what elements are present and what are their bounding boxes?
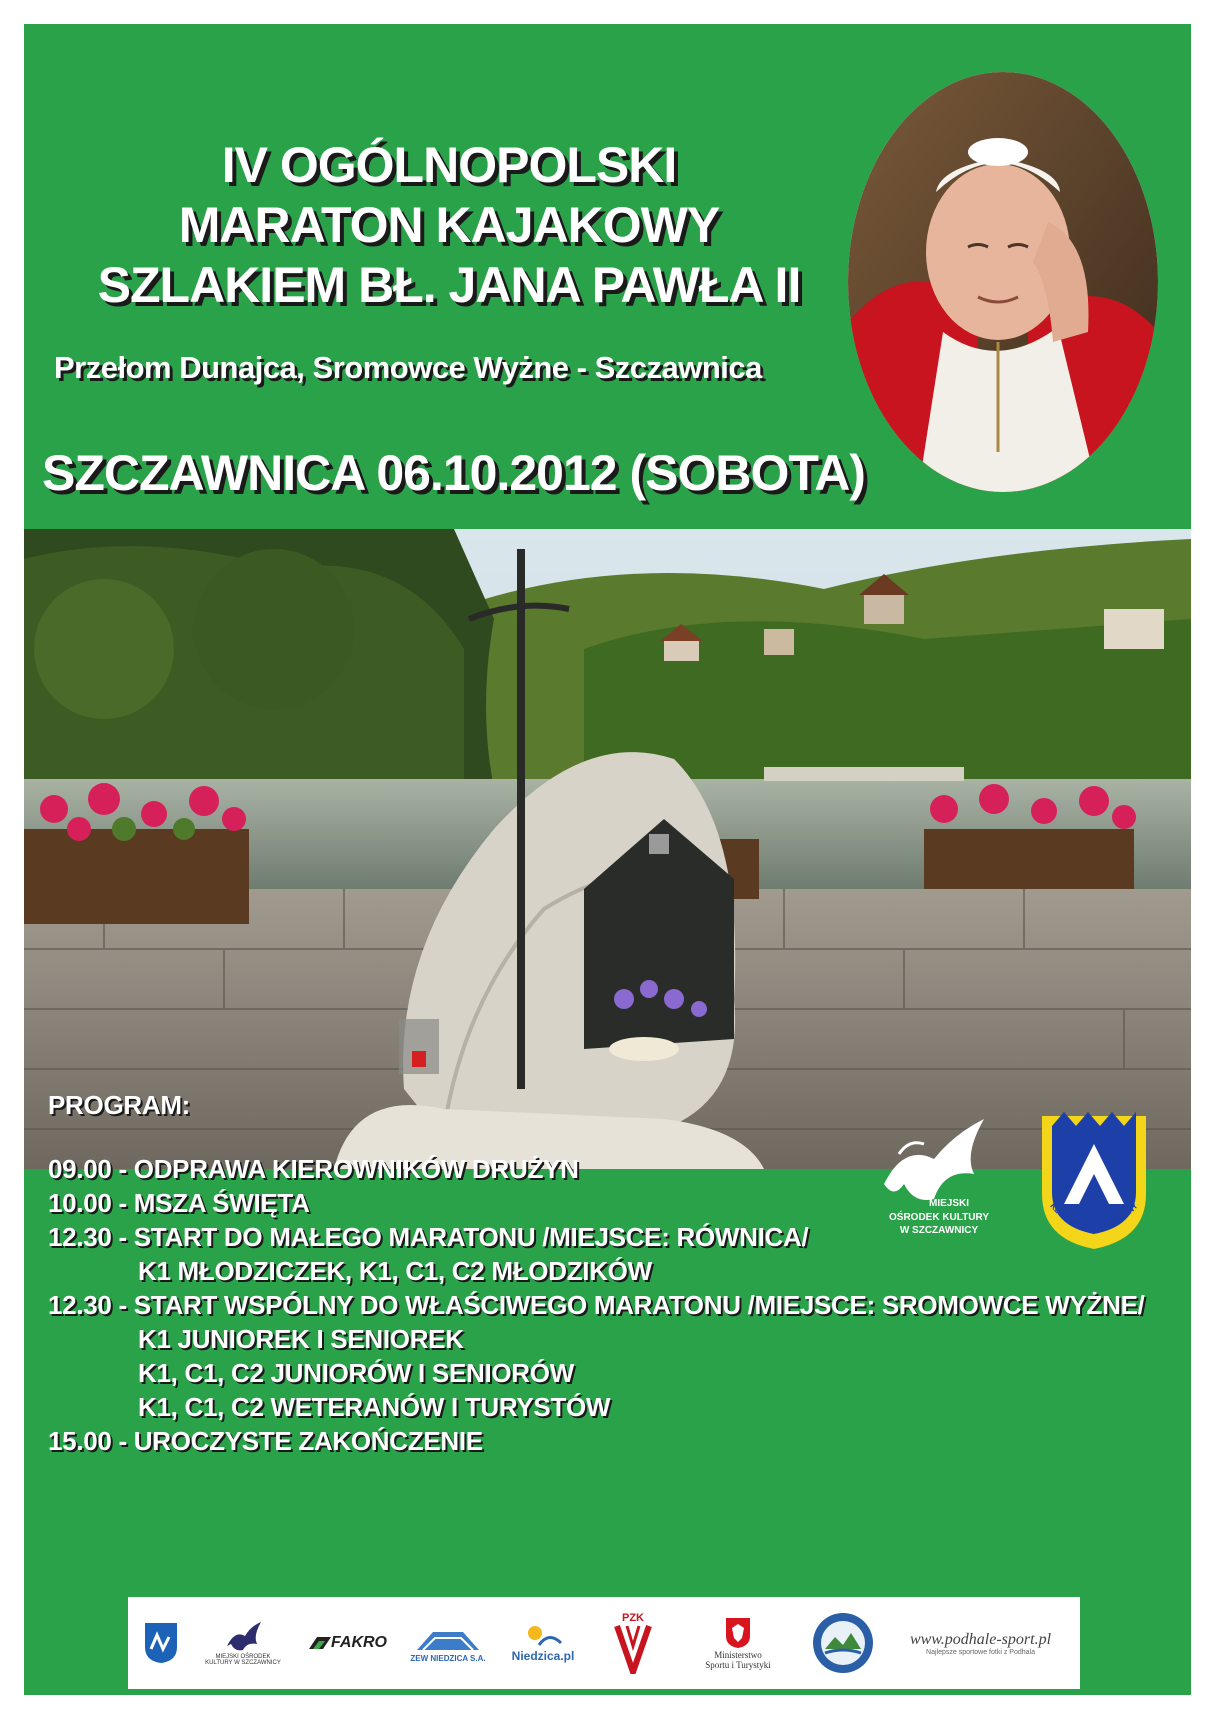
pope-portrait [848, 72, 1158, 492]
memorial-photo [24, 529, 1191, 1169]
sponsors-strip [128, 1597, 1080, 1689]
program-line-4: K1 MŁODZICZEK, K1, C1, C2 MŁODZIKÓW [138, 1256, 652, 1286]
program-line-3: 12.30 - START DO MAŁEGO MARATONU /MIEJSCE: RÓWNICA/ [48, 1222, 809, 1252]
mok-logo [864, 1114, 1014, 1244]
title-line-3: SZLAKIEM BŁ. JANA PAWŁA II [97, 257, 801, 313]
sponsor-ministry: Ministerstwo Sportu i Turystyki [678, 1597, 798, 1689]
mok-line2: OŚRODEK KULTURY [889, 1212, 989, 1223]
subtitle: Przełom Dunajca, Sromowce Wyżne - Szczawnica [54, 350, 762, 385]
club-text: KLUB SPORTOWY PIENINY [1048, 1201, 1140, 1234]
program-line-7: K1, C1, C2 JUNIORÓW I SENIORÓW [138, 1358, 574, 1388]
program-line-6: K1 JUNIOREK I SENIOREK [138, 1324, 464, 1354]
sponsor-niedzica: Niedzica.pl [498, 1597, 588, 1689]
program-line-5: 12.30 - START WSPÓLNY DO WŁAŚCIWEGO MARATONU /MIEJSCE: SROMOWCE WYŻNE/ [48, 1290, 1145, 1320]
szczawnica-crest [136, 1597, 186, 1689]
club-logo [1034, 1104, 1154, 1252]
title-line-2: MARATON KAJAKOWY [178, 197, 720, 253]
program-line-1: 09.00 - ODPRAWA KIEROWNIKÓW DRUŻYN [48, 1154, 579, 1184]
sponsor-pzk: PZK [598, 1597, 668, 1689]
title-line-1: IV OGÓLNOPOLSKI [221, 137, 677, 193]
mok-line3: W SZCZAWNICY [899, 1225, 979, 1236]
sponsor-podhale-sport: www.podhale-sport.pl Najlepsze sportowe fotki z Podhala [909, 1630, 1052, 1656]
program-line-2: 10.00 - MSZA ŚWIĘTA [48, 1188, 310, 1218]
program-line-8: K1, C1, C2 WETERANÓW I TURYSTÓW [138, 1392, 611, 1422]
sponsor-dunajec-badge [808, 1597, 878, 1689]
event-date: SZCZAWNICA 06.10.2012 (SOBOTA) [42, 445, 865, 501]
program-heading: PROGRAM: [48, 1090, 191, 1120]
sponsor-fakro: FAKRO [296, 1597, 396, 1689]
poster [24, 24, 1191, 1695]
mok-line1: MIEJSKI [928, 1198, 970, 1209]
sponsor-zew: ZEW NIEDZICA S.A. [403, 1597, 493, 1689]
program-line-9: 15.00 - UROCZYSTE ZAKOŃCZENIE [48, 1426, 483, 1456]
sponsor-mok: MIEJSKI OŚRODEK KULTURY W SZCZAWNICY [198, 1597, 288, 1689]
